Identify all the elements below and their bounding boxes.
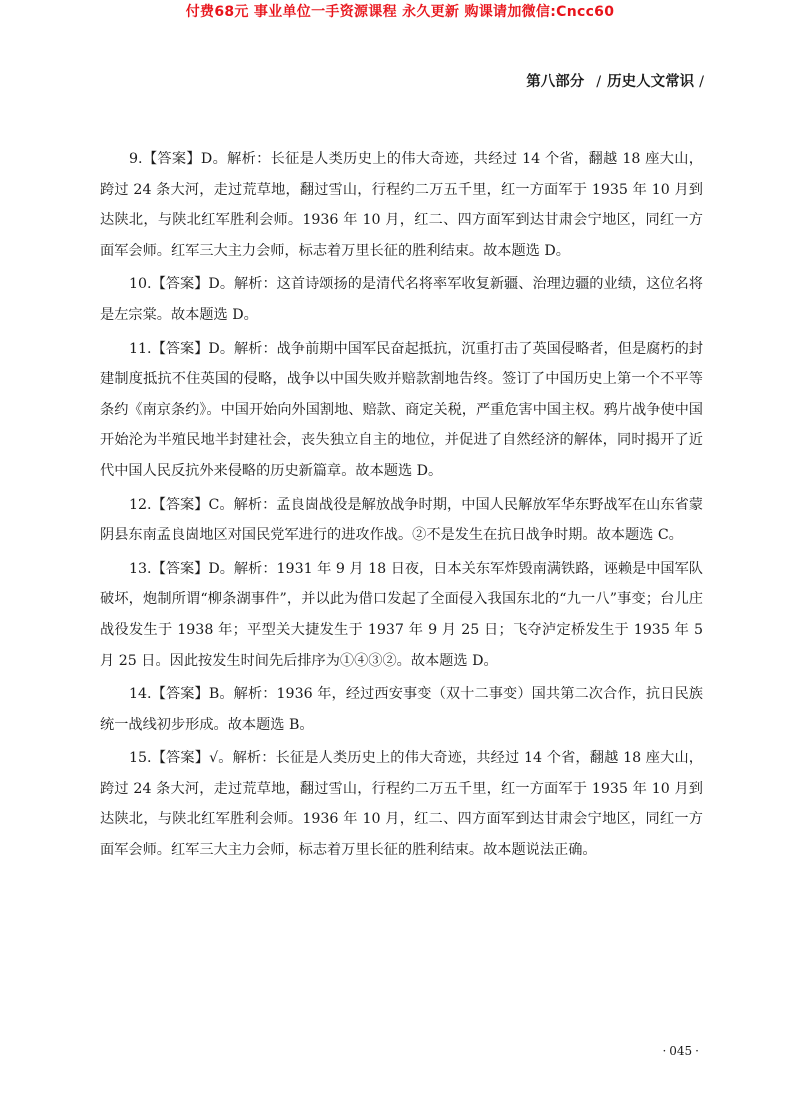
folio-dot-right: ·	[695, 1044, 699, 1058]
answer-head: 11.【答案】D。解析：	[129, 340, 277, 357]
answer-head: 13.【答案】D。解析：	[129, 560, 277, 577]
answer-text: 这首诗颂扬的是清代名将率军收复新疆、治理边疆的业绩，这位名将是左宗棠。故本题选 D。	[100, 276, 703, 323]
answer-item-12	[100, 490, 703, 551]
answer-item-11	[100, 334, 703, 487]
folio-number: 045	[669, 1044, 693, 1058]
answer-head: 10.【答案】D。解析：	[129, 276, 277, 293]
answer-head: 12.【答案】C。解析：	[129, 496, 277, 513]
answer-text: 长征是人类历史上的伟大奇迹，共经过 14 个省，翻越 18 座大山，跨过 24 条大河，走过荒草地，翻过雪山，行程约二万五千里，红一方面军于 1935 年 10 月到达陕北，与陕北红军胜利会师。1936 年 10 月，红二、四方面军到达甘肃会宁地区，同红一方面军会师。红军三大主力会师，标志着万里长征的胜利结束。故本题说法正确。	[100, 750, 703, 859]
answer-list	[100, 144, 703, 869]
answer-text: 战争前期中国军民奋起抵抗，沉重打击了英国侵略者，但是腐朽的封建制度抵抗不住英国的侵略，战争以中国失败并赔款割地告终。签订了中国历史上第一个不平等条约《南京条约》。中国开始向外国割地、赔款、商定关税，严重危害中国主权。鸦片战争使中国开始沦为半殖民地半封建社会，丧失独立自主的地位，并促进了自然经济的解体，同时揭开了近代中国人民反抗外来侵略的历史新篇章。故本题选 D。	[100, 340, 703, 479]
answer-item-10	[100, 269, 703, 330]
answer-head: 9.【答案】D。解析：	[129, 151, 271, 167]
running-header	[526, 72, 704, 92]
answer-text: 孟良崮战役是解放战争时期，中国人民解放军华东野战军在山东省蒙阴县东南孟良崮地区对国民党军进行的进攻作战。②不是发生在抗日战争时期。故本题选 C。	[100, 496, 703, 544]
section-label: 历史人文常识	[607, 74, 695, 90]
answer-text: 1936 年，经过西安事变（双十二事变）国共第二次合作，抗日民族统一战线初步形成。故本题选 B。	[100, 686, 703, 733]
answer-text: 长征是人类历史上的伟大奇迹，共经过 14 个省，翻越 18 座大山，跨过 24 条大河，走过荒草地，翻过雪山，行程约二万五千里，红一方面军于 1935 年 10 月到达陕北，与陕北红军胜利会师。1936 年 10 月，红二、四方面军到达甘肃会宁地区，同红一方面军会师。红军三大主力会师，标志着万里长征的胜利结束。故本题选 D。	[100, 151, 703, 259]
header-trailing-separator: /	[699, 74, 704, 90]
answer-head: 14.【答案】B。解析：	[129, 686, 277, 703]
folio-dot-left: ·	[662, 1044, 667, 1058]
answer-item-14	[100, 679, 703, 740]
promo-watermark: 付费68元 事业单位一手资源课程 永久更新 购课请加微信:Cncc60	[185, 4, 615, 20]
answer-head: 15.【答案】√。解析：	[129, 750, 276, 767]
page-number	[659, 1043, 702, 1059]
answer-item-15	[100, 743, 703, 865]
header-separator: /	[596, 74, 602, 90]
answer-item-13	[100, 554, 703, 676]
answer-item-9	[100, 144, 703, 266]
part-label: 第八部分	[526, 74, 585, 90]
answer-text: 1931 年 9 月 18 日夜，日本关东军炸毁南满铁路，诬赖是中国军队破坏，炮制所谓“柳条湖事件”，并以此为借口发起了全面侵入我国东北的“九一八”事变；台儿庄战役发生于 1938 年；平型关大捷发生于 1937 年 9 月 25 日；飞夺泸定桥发生于 1935 年 5 月 25 日。因此按发生时间先后排序为①④③②。故本题选 D。	[100, 560, 703, 669]
